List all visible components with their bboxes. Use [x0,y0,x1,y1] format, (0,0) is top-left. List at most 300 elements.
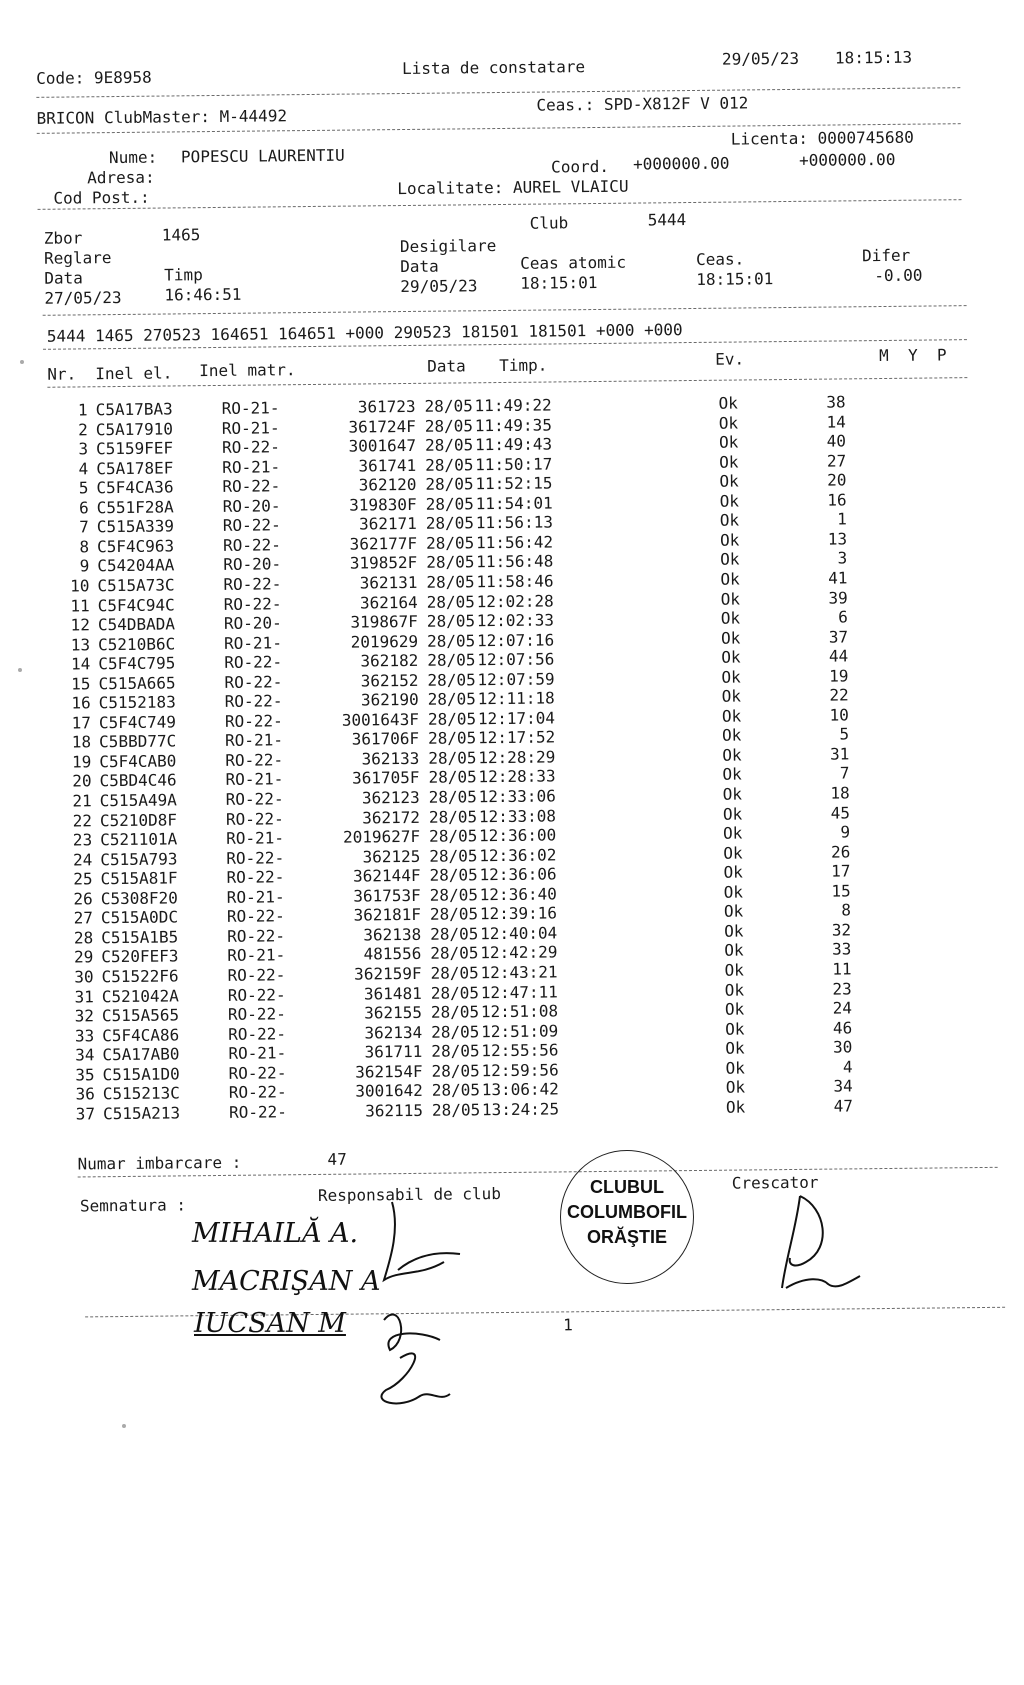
cell-inel: C5F4C749 [98,712,177,733]
document-title: Lista de constatare [401,57,586,79]
atomic-clock-label: Ceas atomic [520,252,627,273]
cell-ev: Ok [723,901,744,921]
cell-time: 11:49:22 [474,395,552,416]
cell-nr: 20 [72,771,92,791]
cell-date: 28/05 [426,572,475,592]
licence: Licenta: 0000745680 [730,127,914,149]
club-official-label: Responsabil de club [317,1184,502,1205]
setting-time-label: Timp [164,265,203,285]
cell-nr: 21 [72,791,92,811]
clock-label: Ceas. [695,249,745,269]
cell-ev: Ok [723,862,743,882]
cell-nr: 15 [71,674,91,694]
cell-ev: Ok [718,393,738,413]
clock-time: 18:15:01 [696,269,774,289]
cell-matr: 2019627F [342,826,421,847]
cell-time: 12:36:00 [479,825,557,846]
divider [47,377,967,388]
cell-pref: RO-22- [228,1062,287,1083]
cell-pref: RO-22- [222,476,281,497]
cell-nr: 26 [73,889,93,909]
cell-matr: 362181F [353,905,422,925]
cell-ev: Ok [723,882,744,902]
boarding-count: 47 [327,1149,347,1169]
cell-ev: Ok [719,491,739,511]
cell-pref: RO-22- [221,437,280,458]
cell-nr: 18 [71,732,92,752]
club-master: BRICON ClubMaster: M-44492 [36,106,288,128]
cell-time: 12:51:08 [480,1001,559,1022]
cell-time: 12:11:18 [477,688,555,709]
cell-inel: C5A17910 [95,418,174,439]
cell-time: 12:33:08 [478,806,557,826]
cell-m: 41 [828,568,848,588]
cell-matr: 362123 [361,787,420,808]
col-header-myp: M Y P [879,345,947,366]
cell-inel: C515A665 [98,673,176,693]
cell-m: 15 [831,881,851,901]
cell-pref: RO-22- [224,652,283,673]
cell-pref: RO-22- [224,711,283,731]
cell-date: 28/05 [431,1041,480,1061]
cell-matr: 361706F [351,729,420,749]
cell-matr: 362144F [353,866,421,886]
cell-nr: 32 [74,1006,95,1026]
cell-time: 12:28:29 [478,747,556,768]
cell-date: 28/05 [425,513,475,534]
cell-inel: C5BD4C46 [99,770,177,791]
cell-date: 28/05 [428,748,477,768]
cell-pref: RO-20- [223,613,282,633]
cell-matr: 319830F [349,494,417,515]
cell-ev: Ok [721,706,742,726]
cell-time: 12:02:28 [476,590,554,611]
cell-m: 40 [826,431,847,451]
cell-nr: 22 [72,810,93,831]
scan-speck [122,1424,126,1428]
club-stamp [560,1150,694,1284]
cell-nr: 16 [71,693,91,713]
cell-m: 37 [828,626,849,647]
cell-pref: RO-22- [227,965,286,985]
cell-ev: Ok [721,686,742,706]
cell-m: 33 [831,939,852,959]
cell-m: 18 [830,783,850,803]
cell-date: 28/05 [425,494,474,514]
cell-m: 24 [832,998,853,1018]
flight-label: Zbor [43,228,83,248]
cell-date: 28/05 [427,689,476,710]
col-header-inel-el: Inel el. [95,363,173,384]
cell-inel: C515A49A [99,790,177,811]
cell-nr: 35 [75,1064,95,1085]
cell-date: 28/05 [431,1080,481,1101]
cell-time: 12:17:04 [477,708,556,729]
cell-ev: Ok [722,745,742,765]
cell-nr: 34 [75,1045,95,1065]
cell-pref: RO-21- [221,398,280,418]
unsealing-label: Desigilare [399,236,497,257]
cell-time: 12:02:33 [476,610,555,631]
cell-pref: RO-22- [223,593,282,614]
cell-inel: C54DBADA [97,614,176,635]
cell-inel: C515A1D0 [102,1064,180,1084]
cell-pref: RO-20- [223,554,282,575]
cell-time: 11:56:42 [475,532,554,553]
cell-time: 11:56:13 [475,512,554,533]
club-official-signature [370,1190,480,1410]
cell-inel: C51522F6 [101,966,179,987]
cell-matr: 362171 [358,514,417,534]
cell-time: 12:17:52 [478,727,556,748]
address-label: Adresa: [87,167,155,188]
cell-inel: C5A17BA3 [95,399,173,420]
atomic-clock-time: 18:15:01 [520,272,598,293]
cell-matr: 362159F [354,963,422,984]
cell-pref: RO-22- [222,515,281,536]
cell-m: 44 [828,646,849,666]
cell-date: 28/05 [428,806,478,827]
cell-m: 32 [831,920,852,940]
cell-ev: Ok [720,589,741,609]
cell-time: 12:07:59 [477,669,555,689]
cell-date: 28/05 [430,1002,480,1022]
cell-nr: 27 [73,908,94,928]
cell-ev: Ok [721,667,741,687]
cell-nr: 1 [77,400,88,420]
cell-ev: Ok [722,764,742,785]
cell-pref: RO-22- [224,691,283,712]
page-number: 1 [563,1315,573,1335]
cell-m: 46 [832,1017,853,1038]
cell-time: 11:56:48 [476,551,554,572]
cell-ev: Ok [718,432,739,452]
name-label: Nume: [108,147,158,168]
cell-nr: 8 [79,537,90,557]
cell-matr: 361723 [357,396,416,417]
cell-inel: C5F4C963 [96,536,175,557]
cell-time: 12:36:02 [479,845,557,865]
cell-matr: 362131 [359,572,418,593]
cell-time: 11:49:35 [474,415,552,435]
cell-nr: 5 [78,478,89,498]
stamp-line-3: ORĂŞTIE [586,1227,667,1247]
cell-m: 31 [829,744,850,764]
cell-matr: 362155 [364,1002,423,1023]
cell-nr: 17 [71,713,92,733]
cell-pref: RO-20- [222,496,281,516]
cell-m: 38 [826,392,846,412]
handwritten-name-3: IUCSAN M [194,1308,346,1339]
cell-inel: C551F28A [96,497,174,517]
cell-inel: C515A793 [100,849,178,869]
cell-matr: 319867F [350,611,418,632]
cell-matr: 362164 [359,592,418,612]
cell-ev: Ok [721,647,741,667]
cell-nr: 33 [74,1025,95,1046]
cell-time: 11:58:46 [476,571,554,592]
breeder-signature [776,1188,866,1298]
cell-ev: Ok [719,510,740,531]
handwritten-name-1: MIHAILĂ A. [192,1218,359,1249]
cell-date: 28/05 [431,1100,481,1120]
cell-ev: Ok [724,921,744,941]
cell-date: 28/05 [428,787,477,807]
cell-nr: 11 [70,595,90,616]
cell-ev: Ok [724,940,744,961]
cell-inel: C5F4CA36 [96,477,174,498]
cell-pref: RO-21- [227,945,286,966]
cell-nr: 10 [70,576,90,596]
cell-pref: RO-22- [228,1023,287,1044]
cell-date: 28/05 [425,474,474,494]
cell-matr: 361705F [351,768,420,789]
cell-ev: Ok [723,843,743,863]
cell-m: 27 [826,451,847,471]
cell-inel: C5308F20 [100,888,178,908]
cell-time: 12:36:06 [479,864,557,885]
stamp-line-2: COLUMBOFIL [567,1202,687,1222]
cell-matr: 362190 [360,690,419,710]
cell-date: 28/05 [429,845,478,866]
col-header-nr: Nr. [47,364,77,384]
cell-matr: 3001643F [341,709,419,730]
cell-m: 20 [827,470,847,490]
cell-time: 12:07:56 [477,649,555,670]
cell-pref: RO-22- [223,574,282,594]
cell-date: 28/05 [426,611,476,631]
cell-m: 3 [837,548,848,568]
cell-matr: 362182 [360,651,419,671]
owner-name: POPESCU LAURENTIU [180,145,345,167]
cell-time: 11:52:15 [475,473,553,494]
cell-time: 12:28:33 [478,766,556,787]
cell-matr: 361481 [363,983,422,1003]
cell-ev: Ok [719,530,740,550]
cell-date: 28/05 [430,963,479,983]
cell-matr: 2019629 [350,631,419,652]
cell-date: 28/05 [429,826,478,846]
cell-nr: 29 [74,947,94,967]
cell-time: 12:07:16 [476,630,555,650]
cell-matr: 319852F [349,553,418,573]
cell-pref: RO-22- [225,808,284,829]
cell-time: 11:50:17 [475,454,553,474]
cell-time: 12:59:56 [481,1060,559,1080]
cell-m: 14 [826,411,846,432]
summary-code-line: 5444 1465 270523 164651 164651 +000 290523 181501 181501 +000 +000 [46,320,683,346]
cell-inel: C5F4C795 [98,653,176,674]
cell-m: 47 [833,1096,854,1116]
cell-ev: Ok [725,1019,745,1039]
cell-inel: C520FEF3 [101,946,179,967]
cell-m: 30 [832,1037,853,1057]
cell-m: 22 [829,685,849,705]
cell-matr: 361711 [364,1042,423,1062]
cell-inel: C5F4CAB0 [99,751,177,772]
cell-pref: RO-22- [228,1082,287,1103]
cell-m: 6 [838,607,848,627]
cell-pref: RO-22- [226,906,285,927]
cell-m: 7 [839,763,850,783]
club-label: Club [529,213,569,233]
cell-matr: 362138 [363,924,422,945]
cell-pref: RO-22- [225,750,284,770]
cell-pref: RO-22- [226,847,285,868]
postcode-label: Cod Post.: [53,187,150,208]
cell-date: 28/05 [427,709,477,729]
stamp-line-1: CLUBUL [590,1177,664,1197]
unsealing-date: 29/05/23 [400,276,478,297]
divider [38,199,962,210]
cell-date: 28/05 [429,904,479,925]
cell-ev: Ok [720,569,740,589]
cell-nr: 12 [70,615,90,635]
unsealing-date-label: Data [400,256,439,277]
cell-ev: Ok [725,1038,745,1058]
cell-pref: RO-22- [226,867,285,888]
cell-ev: Ok [719,471,739,491]
cell-date: 28/05 [424,435,474,455]
cell-ev: Ok [724,979,745,1000]
cell-matr: 481556 [363,944,422,964]
cell-inel: C515A81F [100,868,178,889]
flight-number: 1465 [161,225,201,245]
cell-inel: C5BBD77C [99,731,177,752]
cell-date: 28/05 [424,396,473,416]
cell-inel: C515A1B5 [101,927,179,948]
cell-time: 12:43:21 [480,962,558,983]
cell-m: 17 [831,861,851,881]
cell-matr: 362120 [358,475,417,495]
cell-nr: 36 [75,1084,95,1104]
cell-nr: 31 [74,986,94,1007]
setting-date-label: Data [44,268,83,288]
cell-nr: 37 [75,1104,96,1124]
cell-m: 19 [829,666,849,686]
cell-inel: C5210B6C [97,634,176,654]
coord-1: +000000.00 [632,153,730,174]
cell-time: 13:24:25 [481,1099,560,1120]
code-label: Code: 9E8958 [36,67,152,88]
setting-label: Reglare [43,248,112,268]
setting-date: 27/05/23 [44,287,122,308]
cell-pref: RO-22- [227,1004,286,1024]
cell-date: 28/05 [430,924,479,944]
cell-inel: C54204AA [97,555,175,576]
cell-inel: C5F4CA86 [102,1025,180,1045]
cell-date: 28/05 [425,533,475,553]
cell-time: 12:51:09 [481,1021,559,1041]
cell-m: 34 [833,1076,853,1096]
cell-inel: C515A339 [96,516,175,537]
cell-m: 16 [827,490,847,510]
cell-m: 8 [841,900,852,920]
cell-matr: 361741 [358,455,417,476]
cell-ev: Ok [724,960,744,980]
cell-time: 12:47:11 [480,981,558,1002]
cell-ev: Ok [723,823,743,843]
cell-date: 28/05 [427,650,476,670]
col-header-data: Data [427,356,466,376]
cell-ev: Ok [725,1097,746,1117]
cell-date: 28/05 [429,885,479,905]
cell-nr: 28 [73,928,94,948]
cell-pref: RO-21- [228,1043,287,1064]
cell-matr: 361724F [348,416,416,437]
cell-pref: RO-22- [227,926,286,946]
cell-time: 12:55:56 [481,1040,559,1061]
cell-nr: 7 [79,517,89,537]
cell-matr: 362115 [365,1100,424,1121]
cell-matr: 362154F [355,1061,423,1082]
cell-date: 28/05 [430,943,479,964]
cell-pref: RO-21- [226,887,285,907]
cell-ev: Ok [722,804,743,824]
cell-m: 10 [829,705,849,725]
cell-pref: RO-21- [225,769,284,790]
club-number: 5444 [647,210,687,230]
cell-pref: RO-22- [227,984,286,1005]
cell-matr: 362125 [362,846,421,867]
cell-pref: RO-22- [222,535,281,555]
cell-ev: Ok [722,784,743,804]
cell-pref: RO-22- [228,1102,287,1122]
col-header-ev: Ev. [715,349,745,369]
cell-date: 28/05 [431,1021,480,1042]
boarding-label: Numar imbarcare : [77,1152,242,1174]
cell-time: 12:42:29 [480,942,558,963]
cell-ev: Ok [725,1058,745,1078]
cell-pref: RO-22- [225,789,284,809]
cell-nr: 9 [79,556,90,576]
cell-matr: 3001647 [348,435,417,456]
cell-m: 39 [828,587,848,608]
cell-pref: RO-21- [223,632,282,653]
cell-nr: 2 [78,419,88,439]
cell-ev: Ok [720,549,740,570]
cell-matr: 362152 [360,670,419,691]
col-header-timp: Timp. [499,355,548,376]
cell-pref: RO-21- [225,730,284,751]
cell-m: 5 [839,724,850,744]
divider [36,87,960,98]
setting-time: 16:46:51 [164,284,242,305]
scan-speck [18,668,22,672]
cell-pref: RO-22- [224,672,283,692]
cell-ev: Ok [725,1077,746,1097]
cell-matr: 362177F [349,533,418,554]
cell-nr: 19 [71,752,92,772]
cell-time: 11:54:01 [475,493,553,514]
cell-date: 28/05 [431,1060,480,1081]
handwritten-name-2: MACRIŞAN A [192,1266,381,1297]
locality: Localitate: AUREL VLAICU [397,176,629,199]
clock-model: Ceas.: SPD-X812F V 012 [536,93,749,115]
cell-nr: 23 [72,830,93,850]
cell-inel: C515213C [102,1083,180,1104]
cell-nr: 30 [74,967,94,987]
cell-ev: Ok [720,608,741,628]
cell-ev: Ok [724,999,745,1019]
cell-nr: 13 [70,634,91,655]
cell-time: 12:36:40 [479,884,557,905]
cell-matr: 362172 [362,807,421,828]
cell-inel: C521042A [101,985,179,1006]
cell-time: 11:49:43 [474,434,553,455]
cell-pref: RO-21- [221,417,280,438]
cell-ev: Ok [719,452,739,472]
